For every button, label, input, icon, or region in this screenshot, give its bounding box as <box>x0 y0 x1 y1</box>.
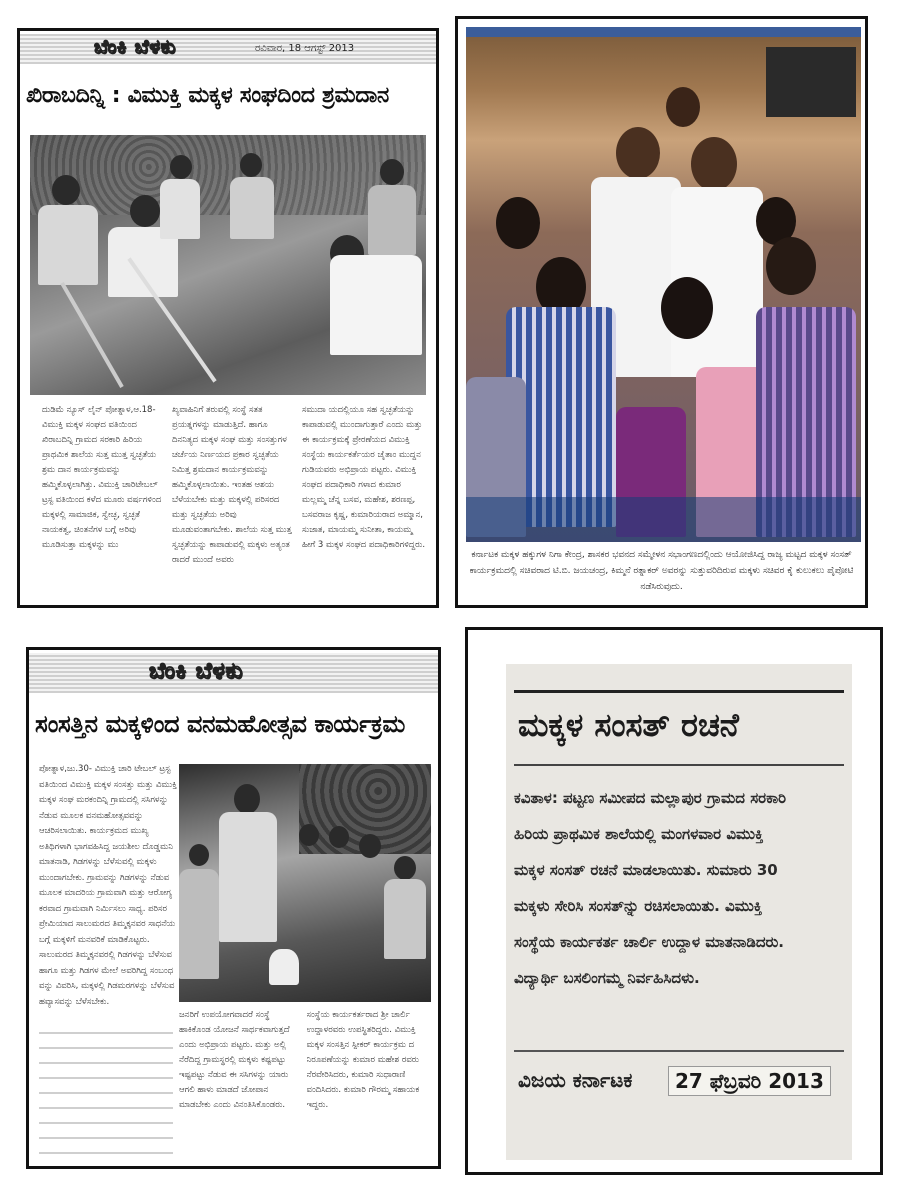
masthead-bar <box>20 34 436 64</box>
masthead-name: ಬೆಂಕಿ ಬೆಳಕು <box>94 36 177 58</box>
headline: ಮಕ್ಕಳ ಸಂಸತ್ ರಚನೆ <box>518 706 739 744</box>
article-bottom <box>179 1008 428 1163</box>
masthead-name: ಬೆಂಕಿ ಬೆಳಕು <box>149 659 244 684</box>
clipping-shramadana <box>17 28 439 608</box>
article-column-3: ಸಂಸ್ಥೆಯ ಕಾರ್ಯಕರ್ತರಾದ ಶ್ರೀ ಚಾರ್ಲಿ ಉದ್ದಾಳರವರು ಉಪಸ್ಥಿತರಿದ್ದರು. ವಿಮುಕ್ತಿ ಮಕ್ಕಳ ಸಂಸತ್ತಿನ ಸ್ಪೀಕರ್ ಕಾರ್ಯಕ್ರಮ ದ ನಿರೂಪಣೆಯನ್ನು ಕುಮಾರ ಮಹೇಶ ರವರು ನೆರವೇರಿಸಿದರು, ಕುಮಾರಿ ಸುಧಾರಾಣಿ ವಂದಿಸಿದರು. ಕುಮಾರಿ ಗೌರಮ್ಮ ಸಹಾಯಕ ಇದ್ದರು. <box>306 1010 420 1110</box>
publication-date: 27 ಫೆಬ್ರವರಿ 2013 <box>668 1066 831 1096</box>
photo-children-cleaning <box>30 135 426 395</box>
article-line: ಸಂಸ್ಥೆಯ ಕಾರ್ಯಕರ್ತ ಚಾರ್ಲಿ ಉದ್ದಾಳ ಮಾತನಾಡಿದರು. <box>514 933 784 951</box>
newspaper-name: ವಿಜಯ ಕರ್ನಾಟಕ <box>518 1068 633 1092</box>
headline: ಸಂಸತ್ತಿನ ಮಕ್ಕಳಿಂದ ವನಮಹೋತ್ಸವ ಕಾರ್ಯಕ್ರಮ <box>35 710 405 738</box>
masthead-bar <box>29 653 438 693</box>
article-line: ಮಕ್ಕಳ ಸಂಸತ್ ರಚನೆ ಮಾಡಲಾಯಿತು. ಸುಮಾರು 30 <box>514 861 778 879</box>
article-left-column: ಪೋತ್ನಾಳ,ಜು.30- ವಿಮುಕ್ತಿ ಚಾರಿ ಟೇಬಲ್ ಟ್ರಸ್ಟ ವತಿಯಿಂದ ವಿಮುಕ್ತಿ ಮಕ್ಕಳ ಸಂಸತ್ತು ಮತ್ತು ವಿಮುಕ್ತಿ ಮಕ್ಕಳ ಸಂಘ ಮರಕಂದಿನ್ನಿ ಗ್ರಾಮದಲ್ಲಿ ಸಸಿಗಳನ್ನು ನೆಡುವ ಮೂಲಕ ವನಮಹೋತ್ಸವವನ್ನು ಆಚರಿಸಲಾಯಿತು. ಕಾರ್ಯಕ್ರಮದ ಮುಖ್ಯ ಅತಿಥಿಗಳಾಗಿ ಭಾಗವಹಿಸಿದ್ದ ಜಯಶೀಲ ದೊಡ್ಡಮನಿ ಮಾತನಾಡಿ, ಗಿಡಗಳನ್ನು ಬೆಳೆಸುವಲ್ಲಿ ಮಕ್ಕಳು ಮುಂದಾಗಬೇಕು. ಗ್ರಾಮವನ್ನು ಗಿಡಗಳನ್ನು ನೆಡುವ ಮೂಲಕ ಮಾದರಿಯ ಗ್ರಾಮವಾಗಿ ಮತ್ತು ಆರೋಗ್ಯ ಕರವಾದ ಗ್ರಾಮವಾಗಿ ನಿರ್ಮಿಸಲು ಸಾಧ್ಯ. ಪರಿಸರ ಪ್ರೇಮಿಯಾದ ಸಾಲುಮರದ ತಿಮ್ಮಕ್ಕನವರ ಸಾಧನೆಯ ಬಗ್ಗೆ ಮಕ್ಕಳಿಗೆ ಮನವರಿಕೆ ಮಾಡಿಕೊಟ್ಟರು. ಸಾಲುಮರದ ತಿಮ್ಮಕ್ಕನವರಲ್ಲಿ ಗಿಡಗಳನ್ನು ಬೆಳೆಸುವ ಹಾಗೂ ಮತ್ತು ಗಿಡಗಳ ಮೇಲೆ ಅವರಿಗಿದ್ದ ಸಂಬಂಧ ವನ್ನು ವಿವರಿಸಿ, ಮಕ್ಕಳಲ್ಲಿ ಗಿಡಮರಗಳನ್ನು ಬೆಳೆಸುವ ಹವ್ಯಾಸವನ್ನು ಬೆಳೆಸಬೇಕು. <box>39 764 177 1007</box>
article-line: ಕವಿತಾಳ: ಪಟ್ಟಣ ಸಮೀಪದ ಮಲ್ಲಾಪುರ ಗ್ರಾಮದ ಸರಕಾರಿ <box>514 789 787 807</box>
clipping-children-parliament-photo <box>455 16 868 608</box>
article-column-3: ಸಮುದಾ ಯದಲ್ಲಿಯೂ ಸಹ ಸ್ವಚ್ಛತೆಯನ್ನು ಕಾಪಾಡುವಲ್ಲಿ ಮುಂದಾಗುತ್ತಾರೆ ಎಂದು ಮತ್ತು ಈ ಕಾರ್ಯಕ್ರಮಕ್ಕೆ ಪ್ರೇರಣೆಯದ ವಿಮುಕ್ತಿ ಸಂಸ್ಥೆಯ ಕಾರ್ಯಕರ್ತೆಯರ ಚೈತಾಂ ಮುದ್ದನ ಗುಡಿಯವರು ಅಭಿಪ್ರಾಯ ಪಟ್ಟರು. ವಿಮುಕ್ತಿ ಸಂಘದ ಪದಾಧಿಕಾರಿ ಗಳಾದ ಕುಮಾರ ಮಲ್ಲಮ್ಮ ಚೆನ್ನ ಬಸವ, ಮಹೇಶ, ಶರಣಪ್ಪ, ಬಸವರಾಜ ಕೃಷ್ಣ, ಕುಮಾರಿಯರಾದ ಅಮ್ಮಾನ, ಸುಜಾತ, ಮಾಯಮ್ಮ ಸುನೀತಾ, ಕಾಯಮ್ಮ ಹೀಗೆ 3 ಮಕ್ಕಳ ಸಂಘದ ಪದಾಧಿಕಾರಿಗಳಿದ್ದರು. <box>302 405 426 550</box>
article-body <box>42 403 426 603</box>
clipping-vanamahotsava <box>26 647 441 1169</box>
article-column-2: ಖ್ಯವಾಹಿನಿಗೆ ತರುವಲ್ಲಿ ಸಂಸ್ಥೆ ಸತತ ಪ್ರಯತ್ನಗಳನ್ನು ಮಾಡುತ್ತಿದೆ. ಹಾಗೂ ದಿನನಿತ್ಯದ ಮಕ್ಕಳ ಸಂಘ ಮತ್ತು ಸಂಸತ್ತುಗಳ ಚರ್ಚೆಯ ನಿರ್ಣಯದ ಪ್ರಕಾರ ಸ್ವಚ್ಛತೆಯ ನಿಮಿತ್ತ ಶ್ರಮದಾನ ಕಾರ್ಯಕ್ರಮವನ್ನು ಹಮ್ಮಿಕೊಳ್ಳಲಾಯಿತು. ಇಂತಹ ಆಶಯ ಬೆಳೆಯಬೇಕು ಮತ್ತು ಮಕ್ಕಳಲ್ಲಿ ಪರಿಸರದ ಮತ್ತು ಸ್ವಚ್ಛತೆಯ ಅರಿವು ಮೂಡುವಂತಾಗಬೇಕು. ಶಾಲೆಯ ಸುತ್ತ ಮುತ್ತ ಸ್ವಚ್ಛತೆಯನ್ನು ಕಾಪಾಡುವಲ್ಲಿ ಮಕ್ಕಳು ಅತ್ಯಂತ ರಾದರೆ ಮುಂದೆ ಅವರು <box>172 405 292 565</box>
article-left-column-continued <box>39 1026 173 1161</box>
photo-ministers-with-children <box>466 27 861 542</box>
article-body <box>514 780 844 996</box>
article-line: ಹಿರಿಯ ಪ್ರಾಥಮಿಕ ಶಾಲೆಯಲ್ಲಿ ಮಂಗಳವಾರ ವಿಮುಕ್ತಿ <box>514 825 764 843</box>
photo-caption: ಕರ್ನಾಟಕ ಮಕ್ಕಳ ಹಕ್ಕುಗಳ ನಿಗಾ ಕೇಂದ್ರ, ಶಾಸಕರ ಭವನದ ಸಮ್ಮೇಳನ ಸಭಾಂಗಣದಲ್ಲಿಂದು ಆಯೋಜಿಸಿದ್ದ ರಾಜ್ಯ ಮಟ್ಟದ ಮಕ್ಕಳ ಸಂಸತ್ ಕಾರ್ಯಕ್ರಮದಲ್ಲಿ ಸಚಿವರಾದ ಟಿ.ಬಿ. ಜಯಚಂದ್ರ, ಕಿಮ್ಮನೆ ರತ್ನಾಕರ್ ಅವರನ್ನು ಸುತ್ತುವರಿದಿರುವ ಮಕ್ಕಳು ಸಚಿವರ ಕೈ ಕುಲುಕಲು ಪೈಪೋಟಿ ನಡೆಸಿರುವುದು. <box>469 550 854 592</box>
photo-tree-planting <box>179 764 431 1002</box>
article-column-2: ಜನರಿಗೆ ಉಪಯೋಗವಾದರೆ ಸಂಸ್ಥೆ ಹಾಕಿಕೊಂಡ ಯೋಜನೆ ಸಾರ್ಥಕವಾಗುತ್ತದೆ ಎಂದು ಅಭಿಪ್ರಾಯ ಪಟ್ಟರು. ಮತ್ತು ಅಲ್ಲಿ ನೆರೆದಿದ್ದ ಗ್ರಾಮಸ್ಥರಲ್ಲಿ ಮಕ್ಕಳು ಕಷ್ಟಪಟ್ಟು ಇಷ್ಟಪಟ್ಟು ನೆಡುವ ಈ ಸಸಿಗಳನ್ನು ಯಾರು ಆಗಲಿ ಹಾಳು ಮಾಡದೆ ಜೋಪಾನ ಮಾಡಬೇಕು ಎಂದು ವಿನಂತಿಸಿಕೊಂಡರು. <box>179 1010 290 1110</box>
headline: ಖಿರಾಬದಿನ್ನಿ : ವಿಮುಕ್ತಿ ಮಕ್ಕಳ ಸಂಘದಿಂದ ಶ್ರಮದಾನ <box>26 83 389 108</box>
article-line: ಮಕ್ಕಳು ಸೇರಿಸಿ ಸಂಸತ್‌ನ್ನು ರಚಿಸಲಾಯಿತು. ವಿಮುಕ್ತಿ <box>514 897 763 915</box>
article-line: ವಿದ್ಯಾರ್ಥಿ ಬಸಲಿಂಗಮ್ಮ ನಿರ್ವಹಿಸಿದಳು. <box>514 969 700 987</box>
article-column-1: ದುಡಿಮೆ ನ್ಯೂಸ್ ಲೈನ್ ಪೋತ್ನಾಳ,ಆ.18- ವಿಮುಕ್ತಿ ಮಕ್ಕಳ ಸಂಘದ ವತಿಯಿಂದ ಖಿರಾಬದಿನ್ನಿ ಗ್ರಾಮದ ಸರಕಾರಿ ಹಿರಿಯ ಪ್ರಾಥಮಿಕ ಶಾಲೆಯ ಸುತ್ತ ಮುತ್ತ ಸ್ವಚ್ಛತೆಯ ಶ್ರಮ ದಾನ ಕಾರ್ಯಕ್ರಮವನ್ನು ಹಮ್ಮಿಕೊಳ್ಳಲಾಗಿತ್ತು. ವಿಮುಕ್ತಿ ಚಾರಿಟೇಬಲ್ ಟ್ರಸ್ಟ ವತಿಯಿಂದ ಕಳೆದ ಮೂರು ವರ್ಷಗಳಿಂದ ಮಕ್ಕಳಲ್ಲಿ ಸಾಮಾಜಿಕ, ಸ್ವೇಚ್ಛ, ಸ್ವಚ್ಛತೆ ನಾಯಕತ್ವ, ಚಿಂತನೆಗಳ ಬಗ್ಗೆ ಅರಿವು ಮೂಡಿಸುತ್ತಾ ಮಕ್ಕಳನ್ನು ಮು <box>42 405 162 550</box>
issue-date: ರವಿವಾರ, 18 ಆಗಸ್ಟ್ 2013 <box>255 43 355 54</box>
clipping-parliament-formation <box>465 627 883 1175</box>
